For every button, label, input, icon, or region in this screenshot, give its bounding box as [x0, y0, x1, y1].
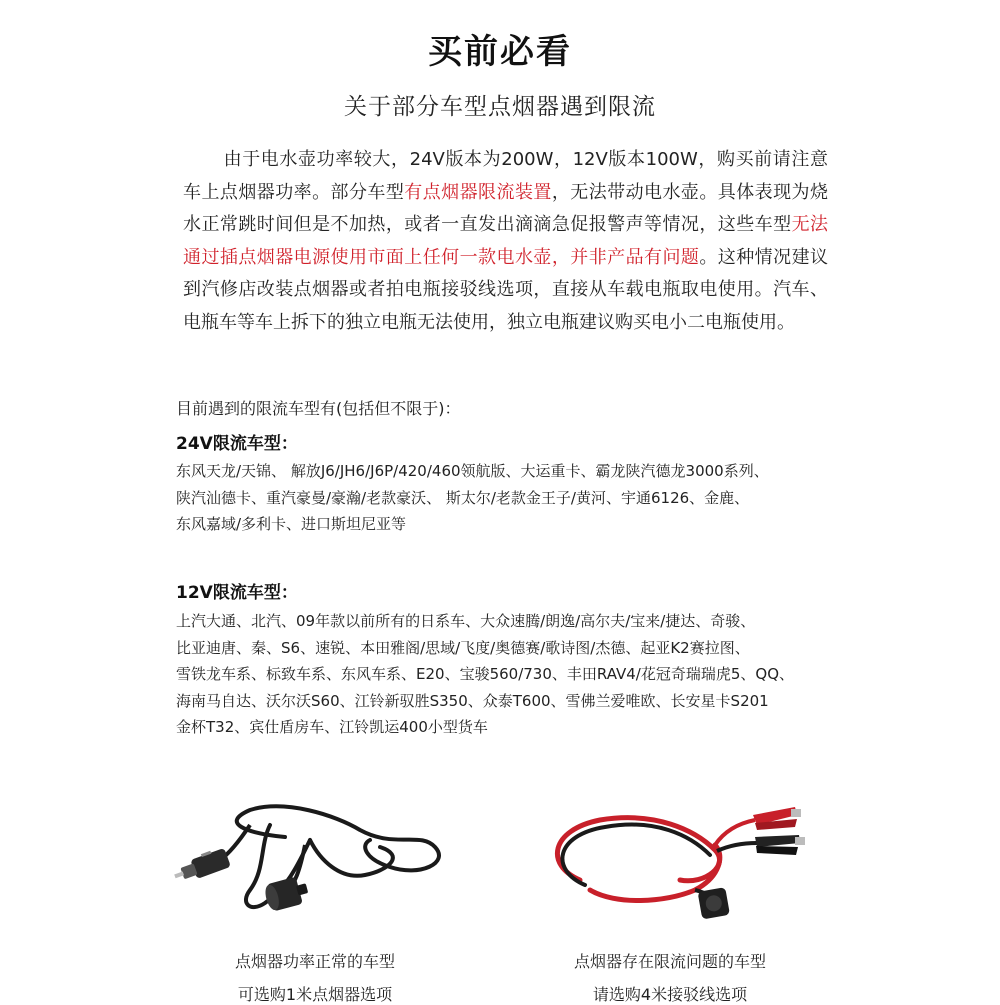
- list-24v: [176, 458, 836, 538]
- page-title: 买前必看: [428, 32, 572, 72]
- intro-red-2: 无法通过插点烟器电源使用市面上任何一款电水壶，并非产品有问题: [183, 214, 829, 268]
- intro-text-2: ，无法带动电水壶。具体表现为烧水正常跳时间但是不加热，或者一直发出滴滴急促报警声等情况，这些车型: [183, 181, 829, 235]
- intro-text-3: 。这种情况建议到汽修店改装点烟器或者拍电瓶接驳线选项，直接从车载电瓶取电使用。汽车、电瓶车等车上拆下的独立电瓶无法使用，独立电瓶建议购买电小二电瓶使用。: [183, 246, 829, 333]
- lighter-cable-image: [150, 785, 480, 935]
- product-caption-1: 点烟器功率正常的车型: [234, 952, 395, 971]
- list-12v: [176, 608, 836, 741]
- intro-red-1: 有点烟器限流装置: [404, 181, 552, 203]
- product-lighter-cable: [150, 785, 480, 1005]
- list-item: 上汽大通、北汽、09年款以前所有的日系车、大众速腾/朗逸/高尔夫/宝来/捷达、奇骏、: [176, 612, 756, 630]
- intro-paragraph: [183, 144, 828, 339]
- list-item: 陕汽汕德卡、重汽豪曼/豪瀚/老款豪沃、 斯太尔/老款金王子/黄河、宇通6126、金鹿、: [176, 488, 750, 507]
- section-title-12v: 12V限流车型：: [176, 583, 298, 603]
- product-caption-2: 请选购4米接驳线选项: [592, 985, 748, 1004]
- section-title-24v: 24V限流车型：: [176, 434, 298, 454]
- limited-lead: 目前遇到的限流车型有(包括但不限于)：: [176, 399, 461, 418]
- list-item: 海南马自达、沃尔沃S60、江铃新驭胜S350、众泰T600、雪佛兰爱唯欧、长安星卡S201: [176, 691, 769, 710]
- list-item: 东风天龙/天锦、 解放J6/JH6/J6P/420/460领航版、大运重卡、霸龙陕汽德龙3000系列、: [176, 462, 769, 480]
- page-subtitle: 关于部分车型点烟器遇到限流: [344, 94, 656, 120]
- battery-clip-cable-image: [505, 785, 835, 935]
- list-item: 东风嘉域/多利卡、进口斯坦尼亚等: [176, 515, 407, 533]
- intro-text-1: 由于电水壶功率较大，24V版本为200W，12V版本100W，购买前请注意车上点烟器功率。部分车型: [183, 149, 828, 203]
- product-caption-1: 点烟器存在限流问题的车型: [573, 952, 766, 971]
- list-item: 比亚迪唐、秦、S6、速锐、本田雅阁/思域/飞度/奥德赛/歌诗图/杰德、起亚K2赛拉图、: [176, 638, 750, 657]
- list-item: 金杯T32、宾仕盾房车、江铃凯运400小型货车: [176, 718, 488, 736]
- product-caption-2: 可选购1米点烟器选项: [237, 985, 393, 1004]
- product-battery-clip-cable: [505, 785, 835, 1005]
- list-item: 雪铁龙车系、标致车系、东风车系、E20、宝骏560/730、丰田RAV4/花冠奇瑞瑞虎5、QQ、: [176, 665, 795, 683]
